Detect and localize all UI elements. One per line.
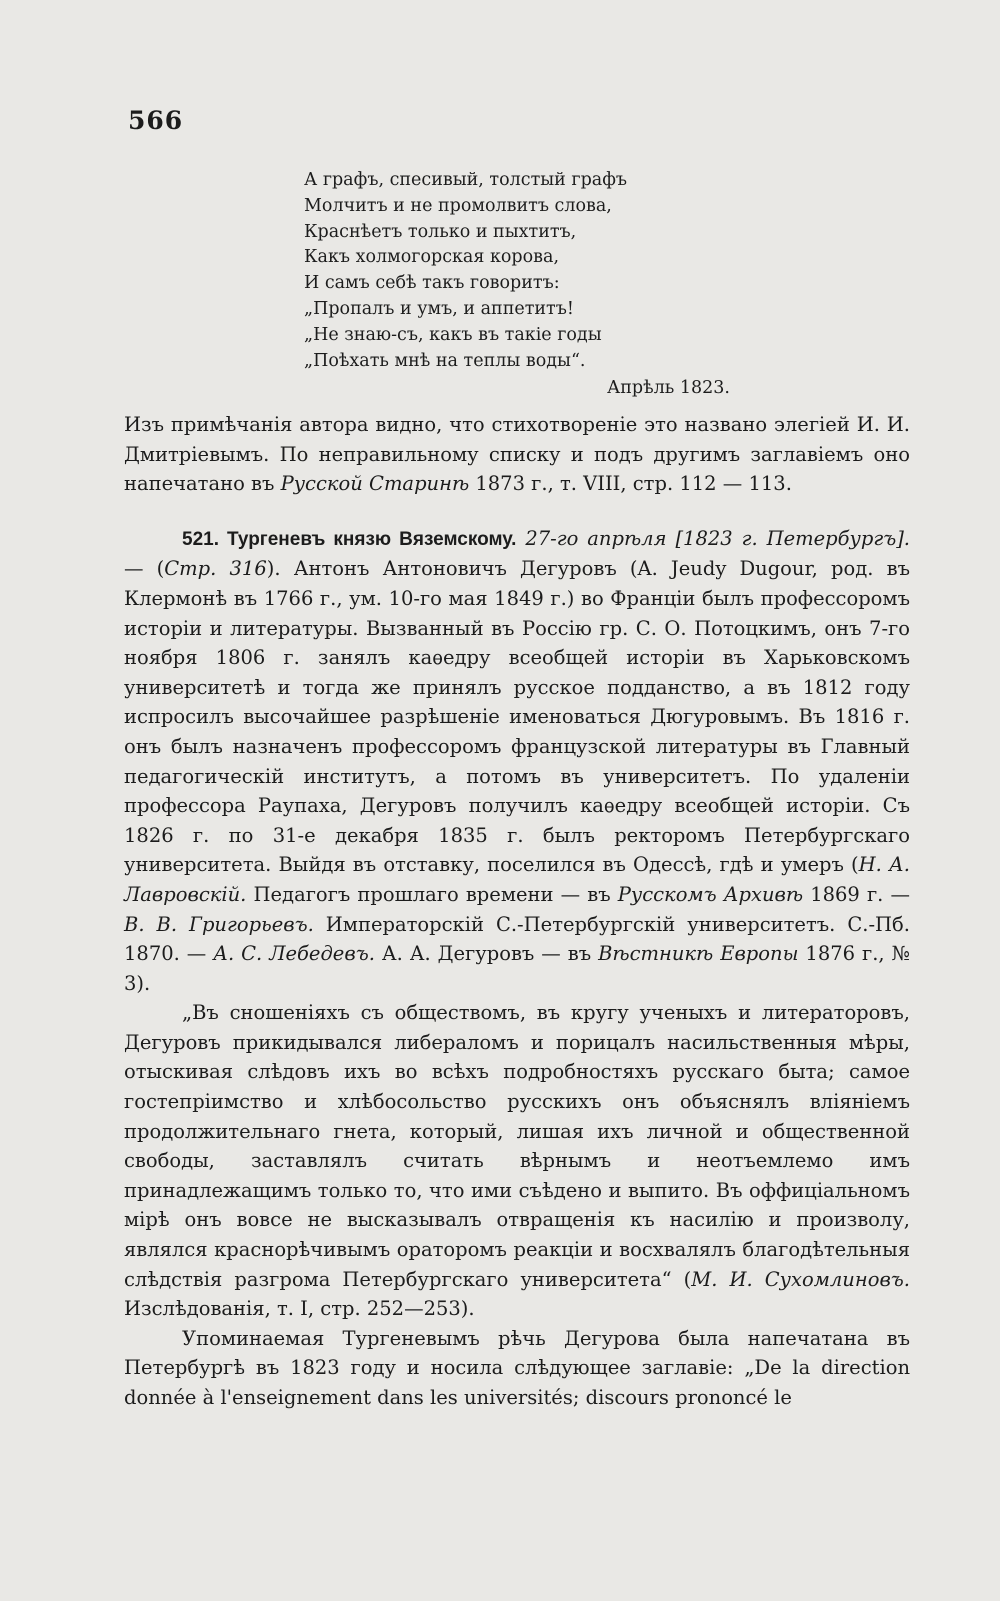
poem-line: И самъ себѣ такъ говоритъ:: [304, 273, 560, 294]
poem-line: „Поѣхать мнѣ на теплы воды“.: [304, 350, 586, 371]
poem-line: А графъ, спесивый, толстый графъ: [304, 170, 628, 190]
ref-source: Вѣстникѣ Европы: [598, 942, 799, 966]
poem-line: „Не знаю-съ, какъ въ такіе годы: [304, 324, 602, 345]
note-paragraph: [124, 410, 910, 499]
poem-line: „Пропалъ и умъ, и аппетитъ!: [304, 298, 574, 319]
entry-ref-suffix: ).: [266, 557, 294, 581]
ref-text: Императорскій С.-Петербургскій университетъ. С.-Пб. 1870. —: [124, 912, 910, 966]
ref-year: 1876 г., № 3).: [124, 942, 910, 995]
quote-author: М. И. Сухомлиновъ.: [691, 1267, 910, 1291]
ref-text: Педагогъ прошлаго времени — въ: [246, 882, 618, 906]
ref-text: А. А. Дегуровъ — въ: [374, 942, 599, 966]
poem-line: Молчитъ и не промолвитъ слова,: [304, 195, 612, 216]
main-text: [124, 410, 910, 1413]
entry-heading: 521. Тургеневъ князю Вяземскому.: [182, 528, 517, 550]
ref-author: А. С. Лебедевъ.: [213, 942, 375, 966]
ref-author: Н. А. Лавровскій.: [124, 853, 910, 906]
entry-place: [1823 г. Петербургъ].: [675, 526, 910, 550]
poem-line: Краснѣетъ только и пыхтитъ,: [304, 221, 577, 242]
entry-ref-prefix: — (: [124, 557, 165, 581]
ref-author: В. В. Григорьевъ.: [124, 912, 314, 936]
quote-text: „Въ сношеніяхъ съ обществомъ, въ кругу ученыхъ и литераторовъ, Дегуровъ прикидывался либераломъ и порицалъ насильственныя мѣры, отыскивая слѣдовъ ихъ во всѣхъ подробностяхъ русскаго быта; самое гостепріимство и хлѣбосольство русскихъ онъ объяснялъ вліяніемъ продолжительнаго гнета, который, лишая ихъ личной и общественной свободы, заставлялъ считать вѣрнымъ и неотъемлемо имъ принадлежащимъ только то, что ими съѣдено и выпито. Въ оффиціальномъ мірѣ онъ вовсе не высказывалъ отвращенія къ насилію и произволу, являлся краснорѣчивымъ ораторомъ реакціи и восхвалялъ благодѣтельныя слѣдствія разгрома Петербургскаго университета“ (: [124, 1001, 910, 1291]
ref-year: 1869 г. —: [803, 882, 910, 906]
entry-body: Антонъ Антоновичъ Дегуровъ (A. Jeudy Dugour, род. въ Клермонѣ въ 1766 г., ум. 10-го мая 1849 г.) во Франціи былъ профессоромъ исторіи и литературы. Вызванный въ Россію гр. С. О. Потоцкимъ, онъ 7-го ноября 1806 г. занялъ каѳедру всеобщей исторіи въ Харьковскомъ университетѣ и тогда же принялъ русское подданство, а въ 1812 году испросилъ высочайшее разрѣшеніе именоваться Дюгуровымъ. Въ 1816 г. онъ былъ назначенъ профессоромъ французской литературы въ Главный педагогическій институтъ, а потомъ въ университетъ. По удаленіи профессора Раупаха, Дегуровъ получилъ каѳедру всеобщей исторіи. Съ 1826 г. по 31-е декабря 1835 г. былъ ректоромъ Петербургскаго университета. Выйдя въ отставку, поселился въ Одессѣ, гдѣ и умеръ (: [124, 557, 910, 877]
entry-paragraph: [124, 524, 910, 999]
note-source: Русской Старинѣ: [280, 472, 470, 496]
last-paragraph: [124, 1324, 910, 1413]
quote-paragraph: [124, 998, 910, 1324]
last-text: Упоминаемая Тургеневымъ рѣчь Дегурова была напечатана въ Петербургѣ въ 1823 году и носила слѣдующее заглавіе: „De la direction donnée à l'enseignement dans les universités; discours prononcé le: [124, 1326, 910, 1409]
entry-ref: Стр. 316: [164, 557, 267, 581]
page-number: 566: [128, 106, 184, 135]
note-text-end: 1873 г., т. VIII, стр. 112 — 113.: [469, 472, 792, 496]
poem-line: Какъ холмогорская корова,: [304, 247, 560, 268]
entry-date: 27-го апрѣля: [525, 526, 667, 550]
note-text: Изъ примѣчанія автора видно, что стихотвореніе это названо элегіей И. И. Дмитріевымъ. По неправильному списку и подъ другимъ заглавіемъ оно напечатано въ: [124, 413, 910, 496]
quote-source: Изслѣдованія, т. I, стр. 252—253).: [124, 1297, 475, 1321]
poem: [304, 168, 734, 402]
ref-source: Русскомъ Архивѣ: [617, 882, 804, 906]
poem-date: Апрѣль 1823.: [607, 378, 730, 399]
